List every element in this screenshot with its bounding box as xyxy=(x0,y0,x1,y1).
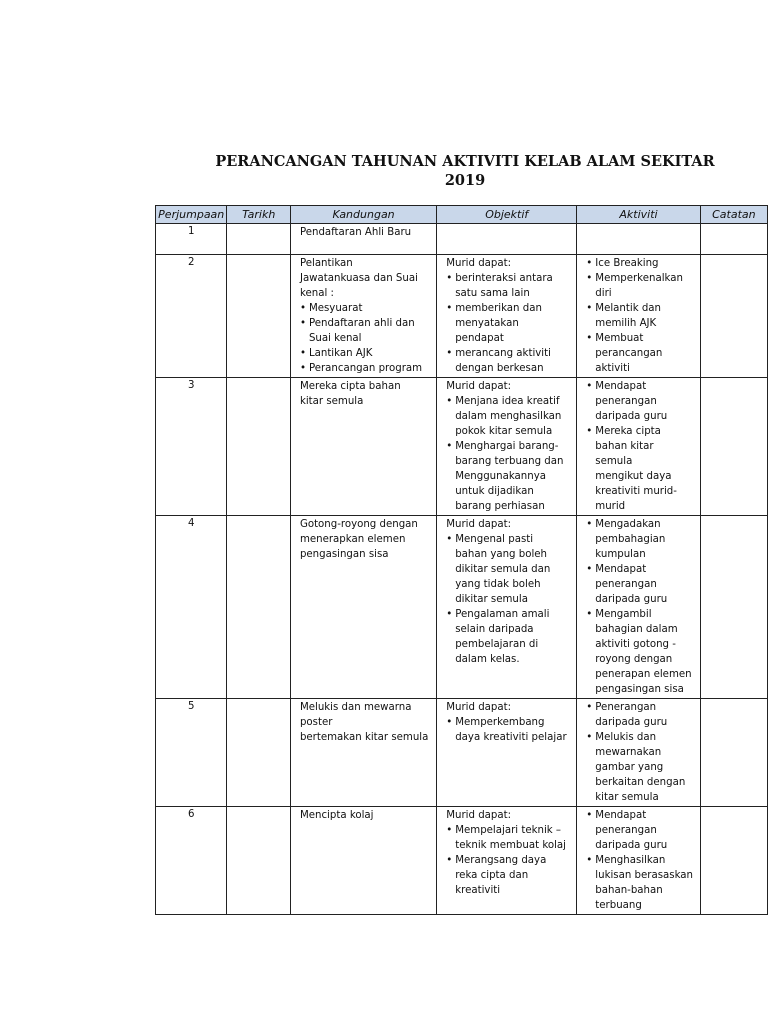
objektif-content xyxy=(437,255,576,377)
aktiviti-item: • Melukis dan mewarnakan gambar yang berkaitan dengan kitar semula xyxy=(586,730,697,805)
objektif-cell xyxy=(437,378,577,516)
objektif-cell xyxy=(437,224,577,255)
kandungan-line: Mencipta kolaj xyxy=(299,810,374,821)
objektif-list xyxy=(446,532,574,667)
kandungan-item: • Mesyuarat xyxy=(300,301,434,316)
kandungan-cell xyxy=(290,224,436,255)
objektif-lead: Murid dapat: xyxy=(446,258,512,269)
objektif-content xyxy=(437,224,576,226)
perjumpaan-cell: 2 xyxy=(156,255,227,378)
aktiviti-item: • Mendapat penerangan daripada guru xyxy=(586,808,697,853)
catatan-cell xyxy=(700,516,767,699)
header-perjumpaan: Perjumpaan xyxy=(156,206,227,224)
kandungan-line: Jawatankuasa dan Suai xyxy=(299,273,418,284)
kandungan-line: kenal : xyxy=(299,288,334,299)
perjumpaan-cell: 5 xyxy=(156,699,227,807)
aktiviti-cell xyxy=(577,378,700,516)
page-title: PERANCANGAN TAHUNAN AKTIVITI KELAB ALAM SEKITAR xyxy=(215,153,715,170)
objektif-cell xyxy=(437,255,577,378)
perjumpaan-cell: 6 xyxy=(156,807,227,915)
kandungan-line: Pendaftaran Ahli Baru xyxy=(299,227,412,238)
aktiviti-cell xyxy=(577,807,700,915)
kandungan-item: • Lantikan AJK xyxy=(300,346,434,361)
aktiviti-item: • Menghasilkan lukisan berasaskan bahan-bahan terbuang xyxy=(586,853,697,913)
objektif-cell xyxy=(437,516,577,699)
objektif-item: • Mempelajari teknik – teknik membuat kolaj xyxy=(446,823,574,853)
kandungan-line: Pelantikan xyxy=(299,258,353,269)
perjumpaan-cell: 4 xyxy=(156,516,227,699)
kandungan-line: Gotong-royong dengan xyxy=(299,519,418,530)
tarikh-cell xyxy=(227,516,290,699)
header-kandungan: Kandungan xyxy=(290,206,436,224)
page-title-year: 2019 xyxy=(444,172,486,189)
objektif-content xyxy=(437,699,576,746)
kandungan-content xyxy=(291,807,436,824)
objektif-content xyxy=(437,807,576,899)
objektif-lead: Murid dapat: xyxy=(446,381,512,392)
objektif-item: • Memperkembang daya kreativiti pelajar xyxy=(446,715,574,745)
tarikh-cell xyxy=(227,699,290,807)
perjumpaan-cell: 1 xyxy=(156,224,227,255)
table-header-row xyxy=(156,206,768,224)
objektif-list xyxy=(446,271,574,376)
objektif-item: • Merangsang daya reka cipta dan kreativiti xyxy=(446,853,574,898)
kandungan-line: kitar semula xyxy=(299,396,364,407)
header-objektif: Objektif xyxy=(437,206,577,224)
objektif-content xyxy=(437,516,576,668)
aktiviti-item: • Ice Breaking xyxy=(586,256,697,271)
objektif-item: • Menjana idea kreatif dalam menghasilkan pokok kitar semula xyxy=(446,394,574,439)
kandungan-content xyxy=(291,516,436,563)
aktiviti-list xyxy=(586,700,697,805)
aktiviti-item: • Mereka cipta bahan kitar semula mengikut daya kreativiti murid- murid xyxy=(586,424,697,514)
objektif-lead: Murid dapat: xyxy=(446,702,512,713)
catatan-cell xyxy=(700,699,767,807)
kandungan-cell xyxy=(290,699,436,807)
tarikh-cell xyxy=(227,224,290,255)
objektif-list xyxy=(446,394,574,514)
aktiviti-item: • Melantik dan memilih AJK xyxy=(586,301,697,331)
tarikh-cell xyxy=(227,378,290,516)
objektif-cell xyxy=(437,699,577,807)
tarikh-cell xyxy=(227,255,290,378)
aktiviti-content xyxy=(577,378,699,515)
catatan-cell xyxy=(700,807,767,915)
header-tarikh: Tarikh xyxy=(227,206,290,224)
kandungan-content xyxy=(291,378,436,410)
kandungan-line: bertemakan kitar semula xyxy=(299,732,429,743)
objektif-list xyxy=(446,823,574,898)
objektif-item: • berinteraksi antara satu sama lain xyxy=(446,271,574,301)
objektif-item: • Mengenal pasti bahan yang boleh dikitar semula dan yang tidak boleh dikitar semula xyxy=(446,532,574,607)
objektif-item: • memberikan dan menyatakan pendapat xyxy=(446,301,574,346)
kandungan-content xyxy=(291,699,436,746)
aktiviti-content xyxy=(577,255,699,377)
aktiviti-cell xyxy=(577,224,700,255)
aktiviti-list xyxy=(586,517,697,697)
activity-plan-table xyxy=(155,205,768,915)
aktiviti-content xyxy=(577,807,699,914)
aktiviti-cell xyxy=(577,699,700,807)
objektif-lead: Murid dapat: xyxy=(446,519,512,530)
kandungan-item: • Pendaftaran ahli dan Suai kenal xyxy=(300,316,434,346)
aktiviti-content xyxy=(577,699,699,806)
aktiviti-list xyxy=(586,379,697,514)
aktiviti-cell xyxy=(577,255,700,378)
aktiviti-item: • Mengambil bahagian dalam aktiviti gotong - royong dengan penerapan elemen pengasingan sisa xyxy=(586,607,697,697)
aktiviti-item: • Membuat perancangan aktiviti xyxy=(586,331,697,376)
aktiviti-item: • Mendapat penerangan daripada guru xyxy=(586,379,697,424)
perjumpaan-cell: 3 xyxy=(156,378,227,516)
header-catatan: Catatan xyxy=(700,206,767,224)
kandungan-item: • Perancangan program xyxy=(300,361,434,376)
objektif-item: • Menghargai barang- barang terbuang dan Menggunakannya untuk dijadikan barang perhiasan xyxy=(446,439,574,514)
objektif-item: • merancang aktiviti dengan berkesan xyxy=(446,346,574,376)
objektif-cell xyxy=(437,807,577,915)
catatan-cell xyxy=(700,224,767,255)
table-row xyxy=(156,378,768,516)
kandungan-cell xyxy=(290,255,436,378)
kandungan-content xyxy=(291,224,436,241)
aktiviti-item: • Mengadakan pembahagian kumpulan xyxy=(586,517,697,562)
table-row xyxy=(156,516,768,699)
objektif-item: • Pengalaman amali selain daripada pembelajaran di dalam kelas. xyxy=(446,607,574,667)
kandungan-line: menerapkan elemen xyxy=(299,534,406,545)
table-row xyxy=(156,224,768,255)
catatan-cell xyxy=(700,378,767,516)
aktiviti-item: • Memperkenalkan diri xyxy=(586,271,697,301)
objektif-content xyxy=(437,378,576,515)
objektif-lead: Murid dapat: xyxy=(446,810,512,821)
kandungan-line: pengasingan sisa xyxy=(299,549,389,560)
aktiviti-item: • Penerangan daripada guru xyxy=(586,700,697,730)
header-aktiviti: Aktiviti xyxy=(577,206,700,224)
objektif-list xyxy=(446,715,574,745)
kandungan-cell xyxy=(290,516,436,699)
aktiviti-content xyxy=(577,224,699,226)
catatan-cell xyxy=(700,255,767,378)
aktiviti-content xyxy=(577,516,699,698)
tarikh-cell xyxy=(227,807,290,915)
table-row xyxy=(156,699,768,807)
table-row xyxy=(156,255,768,378)
aktiviti-list xyxy=(586,808,697,913)
kandungan-line: poster xyxy=(299,717,333,728)
kandungan-content xyxy=(291,255,436,377)
table-row xyxy=(156,807,768,915)
kandungan-line: Melukis dan mewarna xyxy=(299,702,412,713)
kandungan-line: Mereka cipta bahan xyxy=(299,381,401,392)
aktiviti-cell xyxy=(577,516,700,699)
kandungan-cell xyxy=(290,807,436,915)
kandungan-list xyxy=(300,301,434,376)
aktiviti-list xyxy=(586,256,697,376)
kandungan-cell xyxy=(290,378,436,516)
aktiviti-item: • Mendapat penerangan daripada guru xyxy=(586,562,697,607)
